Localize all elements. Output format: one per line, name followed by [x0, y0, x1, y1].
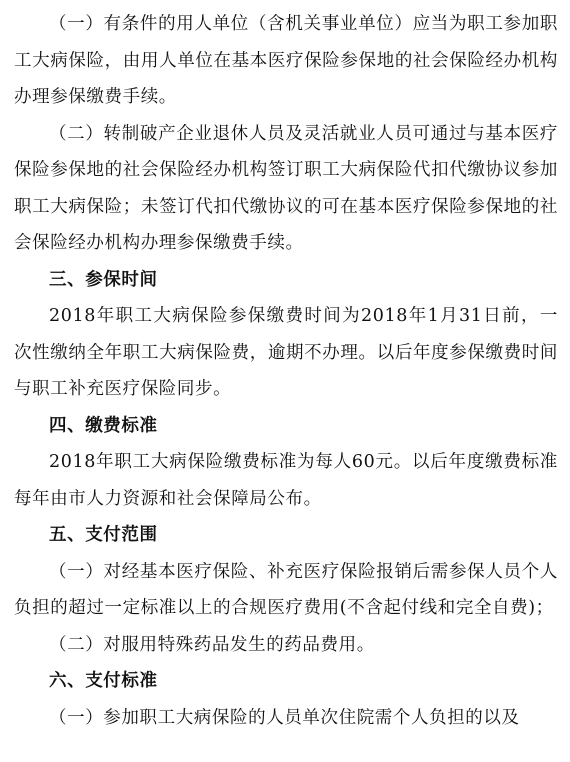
heading-payment-criteria: 六、支付标准: [49, 671, 158, 691]
paragraph-coverage-scope-1: （一）对经基本医疗保险、补充医疗保险报销后需参保人员个人负担的超过一定标准以上的合规医疗费用(不含起付线和完全自费)；: [14, 561, 558, 618]
heading-coverage-scope: 五、支付范围: [49, 525, 158, 545]
paragraph-employer-enrollment: （一）有条件的用人单位（含机关事业单位）应当为职工参加职工大病保险，由用人单位在基本医疗保险参保地的社会保险经办机构办理参保缴费手续。: [14, 14, 558, 107]
paragraph-payment-criteria-1: （一）参加职工大病保险的人员单次住院需个人负担的以及: [49, 707, 520, 728]
paragraph-retiree-flexible-enrollment: （二）转制破产企业退休人员及灵活就业人员可通过与基本医疗保险参保地的社会保险经办机构签订职工大病保险代扣代缴协议参加职工大病保险；未签订代扣代缴协议的可在基本医疗保险参保地的社会保险经办机构办理参保缴费手续。: [14, 123, 558, 253]
paragraph-payment-standard: 2018年职工大病保险缴费标准为每人60元。以后年度缴费标准每年由市人力资源和社会保障局公布。: [14, 452, 558, 509]
heading-payment-standard: 四、缴费标准: [49, 415, 158, 436]
paragraph-coverage-scope-2: （二）对服用特殊药品发生的药品费用。: [49, 634, 375, 655]
heading-enrollment-time: 三、参保时间: [49, 269, 158, 290]
paragraph-enrollment-time: 2018年职工大病保险参保缴费时间为2018年1月31日前，一次性缴纳全年职工大病保险费，逾期不办理。以后年度参保缴费时间与职工补充医疗保险同步。: [14, 306, 558, 399]
